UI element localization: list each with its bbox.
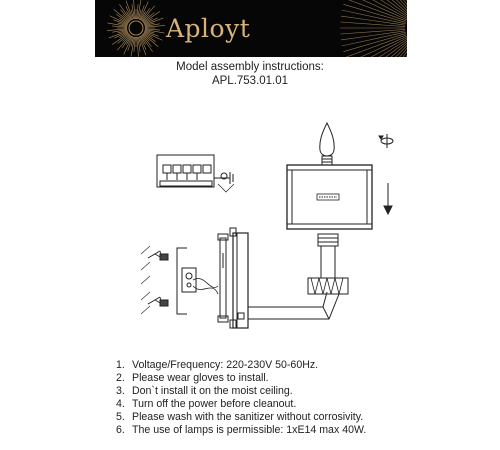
sunburst-icon	[95, 0, 407, 57]
screw-icon	[148, 251, 168, 306]
lamp-arm	[248, 292, 339, 319]
down-arrow-icon	[384, 183, 392, 214]
mounting-bracket	[218, 234, 228, 322]
instruction-item: 5. Please wash with the sanitizer without corrosivity.	[116, 411, 364, 423]
document-title: Model assembly instructions:	[176, 61, 324, 73]
instruction-item: 4. Turn off the power before cleanout.	[116, 398, 297, 410]
ground-icon	[214, 172, 234, 192]
instruction-item: 6. The use of lamps is permissible: 1xE14 max 40W.	[116, 424, 367, 436]
instruction-item: 3. Don`t install it on the moist ceiling.	[116, 385, 293, 397]
instruction-list	[116, 359, 366, 437]
candle-bulb-icon	[320, 123, 334, 165]
lamp-holder	[308, 234, 348, 294]
lamp-shade	[287, 165, 372, 229]
brand-name: Aployt	[166, 14, 251, 43]
model-number: APL.753.01.01	[211, 75, 289, 87]
terminal-block-icon	[157, 155, 214, 187]
rotate-icon	[379, 134, 393, 148]
brand-banner	[95, 0, 407, 57]
wall-plate	[230, 228, 248, 328]
assembly-diagram	[130, 108, 420, 333]
instruction-item: 1. Voltage/Frequency: 220-230V 50-60Hz.	[116, 359, 319, 371]
instruction-item: 2. Please wear gloves to install.	[116, 372, 269, 384]
wall-mount-icon	[177, 248, 218, 314]
